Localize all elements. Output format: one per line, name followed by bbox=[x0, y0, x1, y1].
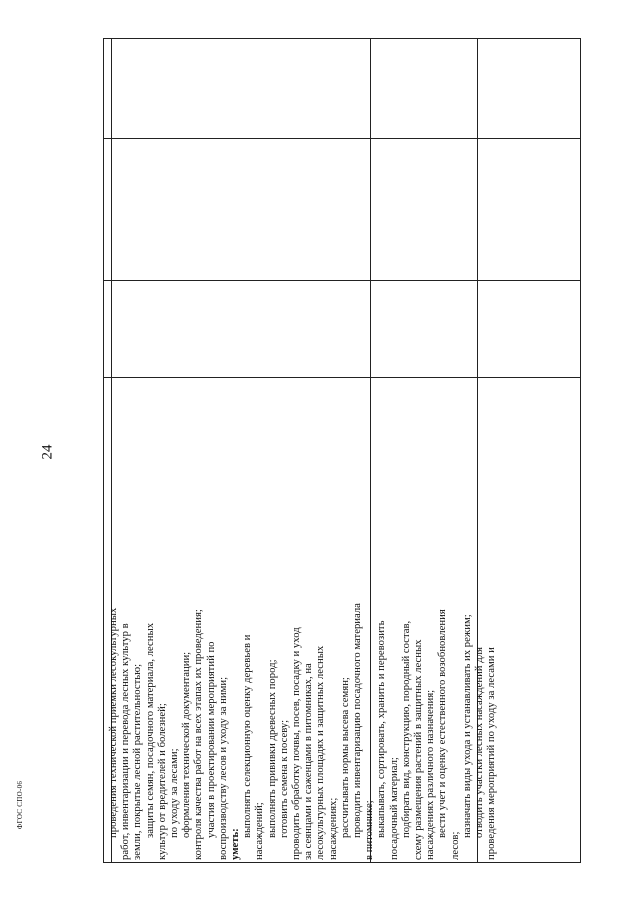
text-line: схему размещения растений в защитных лесных bbox=[412, 639, 425, 860]
competencies-text bbox=[107, 480, 498, 860]
page-number: 24 bbox=[39, 444, 56, 460]
text-line: культур от вредителей и болезней; bbox=[155, 703, 168, 860]
text-line: по уходу за лесами; bbox=[168, 748, 181, 838]
text-line: насаждений; bbox=[253, 802, 266, 860]
text-line: насаждениях различного назначения; bbox=[424, 689, 437, 860]
footer-code: ФГОС СПО-06 bbox=[16, 780, 24, 830]
text-line: контроля качества работ на всех этапах их проведения; bbox=[192, 609, 205, 860]
text-line: рассчитывать нормы высева семян; bbox=[338, 677, 351, 838]
text-line: воспроизводству лесов и уходу за ними; bbox=[216, 676, 229, 860]
text-line: проводить инвентаризацию посадочного материала bbox=[351, 603, 364, 838]
text-line: выкапывать, сортировать, хранить и перевозить bbox=[375, 620, 388, 838]
text-line: отводить участки лесных насаждений для bbox=[473, 647, 486, 838]
text-line: проводить обработку почвы, посев, посадку и уход bbox=[290, 627, 303, 860]
text-line: выполнять прививки древесных пород; bbox=[265, 659, 278, 838]
text-line: участия в проектировании мероприятий по bbox=[204, 641, 217, 838]
row-divider-3 bbox=[104, 377, 580, 378]
text-line: посадочный материал; bbox=[387, 757, 400, 860]
text-line: оформления технической документации; bbox=[180, 651, 193, 838]
text-line: готовить семена к посеву; bbox=[277, 719, 290, 838]
text-line: лесов; bbox=[448, 831, 461, 860]
text-line: защиты семян, посадочного материала, лесных bbox=[143, 622, 156, 838]
text-line: лесокультурных площадях и защитных лесных bbox=[314, 645, 327, 860]
text-line: назначать виды ухода и устанавливать их режим; bbox=[460, 614, 473, 838]
text-line: проведения мероприятий по уходу за лесами и bbox=[485, 647, 498, 860]
text-line: вести учет и оценку естественного возобновления bbox=[436, 609, 449, 838]
text-line: земли, покрытые лесной растительностью; bbox=[131, 663, 144, 860]
text-line: за сеянцами и саженцами в питомниках, на bbox=[302, 663, 315, 860]
text-line: насаждениях; bbox=[326, 797, 339, 860]
text-line: выполнять селекционную оценку деревьев и bbox=[241, 634, 254, 838]
row-divider-2 bbox=[104, 280, 580, 281]
row-divider-1 bbox=[104, 138, 580, 139]
text-line: работ, инвентаризации и перевода лесных культур в bbox=[119, 623, 132, 860]
text-line: в питомнике; bbox=[363, 800, 376, 860]
text-line: проведения технической приемки лесокультурных bbox=[107, 607, 119, 838]
text-line: уметь: bbox=[229, 828, 242, 860]
text-line: подбирать вид, конструкцию, породный состав, bbox=[399, 620, 412, 838]
